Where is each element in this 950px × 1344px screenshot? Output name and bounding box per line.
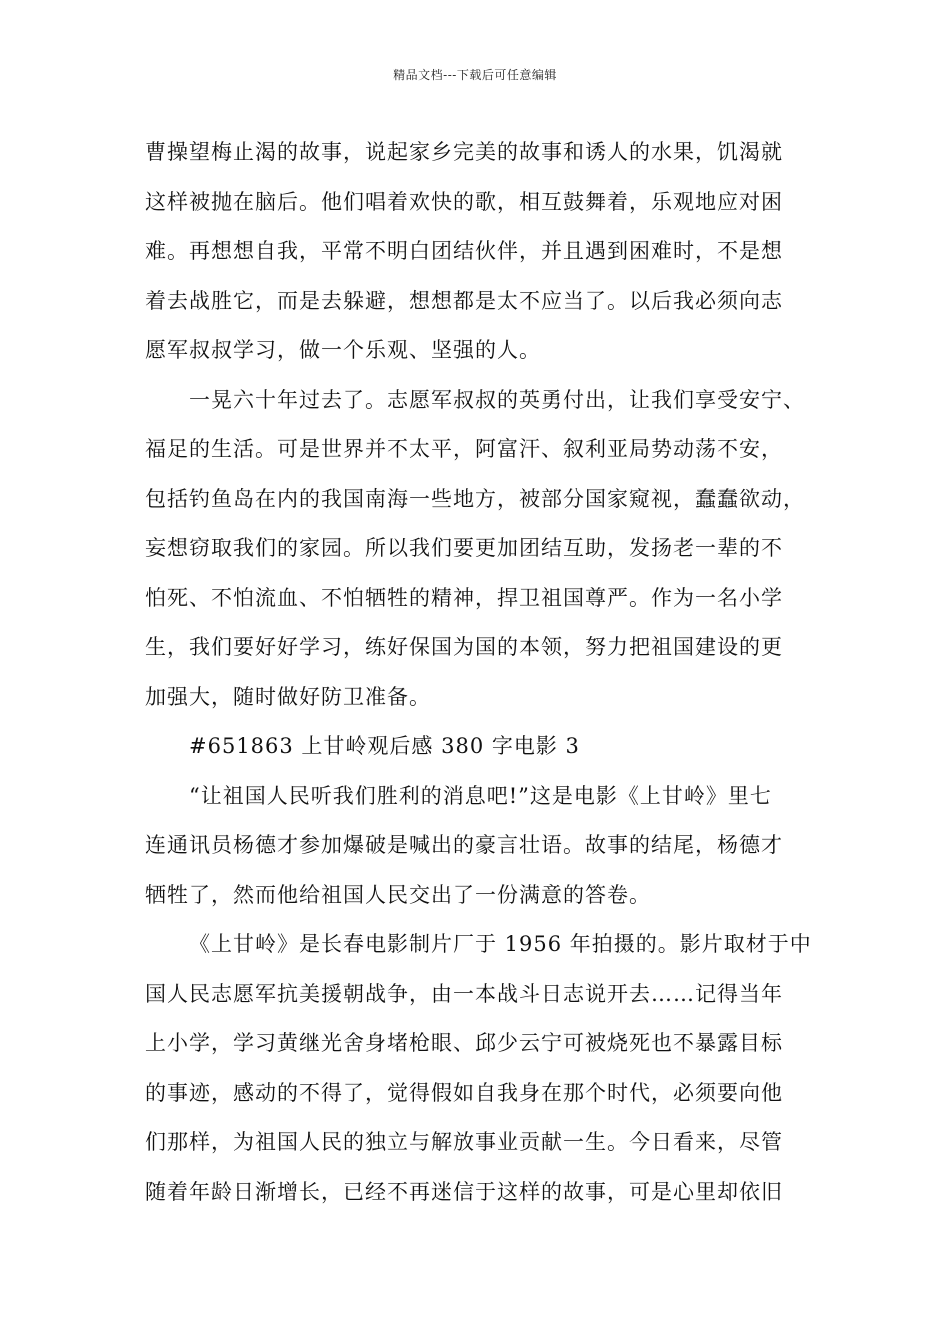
text-line: 妄想窃取我们的家园。所以我们要更加团结互助，发扬老一辈的不	[145, 536, 783, 560]
text-line: 福足的生活。可是世界并不太平，阿富汗、叙利亚局势动荡不安，	[145, 437, 783, 461]
text-line: 难。再想想自我，平常不明白团结伙伴，并且遇到困难时，不是想	[145, 239, 783, 263]
section-heading: #651863 上甘岭观后感 380 字电影 3	[189, 734, 580, 758]
text-line: 曹操望梅止渴的故事，说起家乡完美的故事和诱人的水果，饥渴就	[145, 140, 783, 164]
text-line: 加强大，随时做好防卫准备。	[145, 684, 431, 709]
page-header: 精品文档---下载后可任意编辑	[393, 68, 557, 82]
text-line: 上小学，学习黄继光舍身堵枪眼、邱少云宁可被烧死也不暴露目标	[145, 1031, 783, 1055]
text-line: 连通讯员杨德才参加爆破是喊出的豪言壮语。故事的结尾，杨德才	[145, 833, 783, 857]
paragraph-start-line: “让祖国人民听我们胜利的消息吧!”这是电影《上甘岭》里七	[189, 783, 772, 808]
text-line: 生，我们要好好学习，练好保国为国的本领，努力把祖国建设的更	[145, 635, 783, 659]
text-line: 牺牲了，然而他给祖国人民交出了一份满意的答卷。	[145, 882, 651, 907]
text-line: 的事迹，感动的不得了，觉得假如自我身在那个时代，必须要向他	[145, 1080, 783, 1105]
text-line: 怕死、不怕流血、不怕牺牲的精神，捍卫祖国尊严。作为一名小学	[145, 585, 783, 610]
text-line: 这样被抛在脑后。他们唱着欢快的歌，相互鼓舞着，乐观地应对困	[145, 189, 783, 214]
text-line: 着去战胜它，而是去躲避，想想都是太不应当了。以后我必须向志	[145, 288, 783, 313]
paragraph-start-line: 《上甘岭》是长春电影制片厂于 1956 年拍摄的。影片取材于中	[189, 932, 812, 956]
text-line: 国人民志愿军抗美援朝战争，由一本战斗日志说开去……记得当年	[145, 981, 783, 1006]
paragraph-start-line: 一晃六十年过去了。志愿军叔叔的英勇付出，让我们享受安宁、	[189, 387, 805, 412]
text-line: 们那样，为祖国人民的独立与解放事业贡献一生。今日看来，尽管	[145, 1130, 783, 1154]
document-body	[145, 128, 815, 1217]
text-line: 包括钓鱼岛在内的我国南海一些地方，被部分国家窥视，蠢蠢欲动，	[145, 486, 805, 511]
text-line: 随着年龄日渐增长，已经不再迷信于这样的故事，可是心里却依旧	[145, 1179, 783, 1204]
text-line: 愿军叔叔学习，做一个乐观、坚强的人。	[145, 338, 541, 362]
